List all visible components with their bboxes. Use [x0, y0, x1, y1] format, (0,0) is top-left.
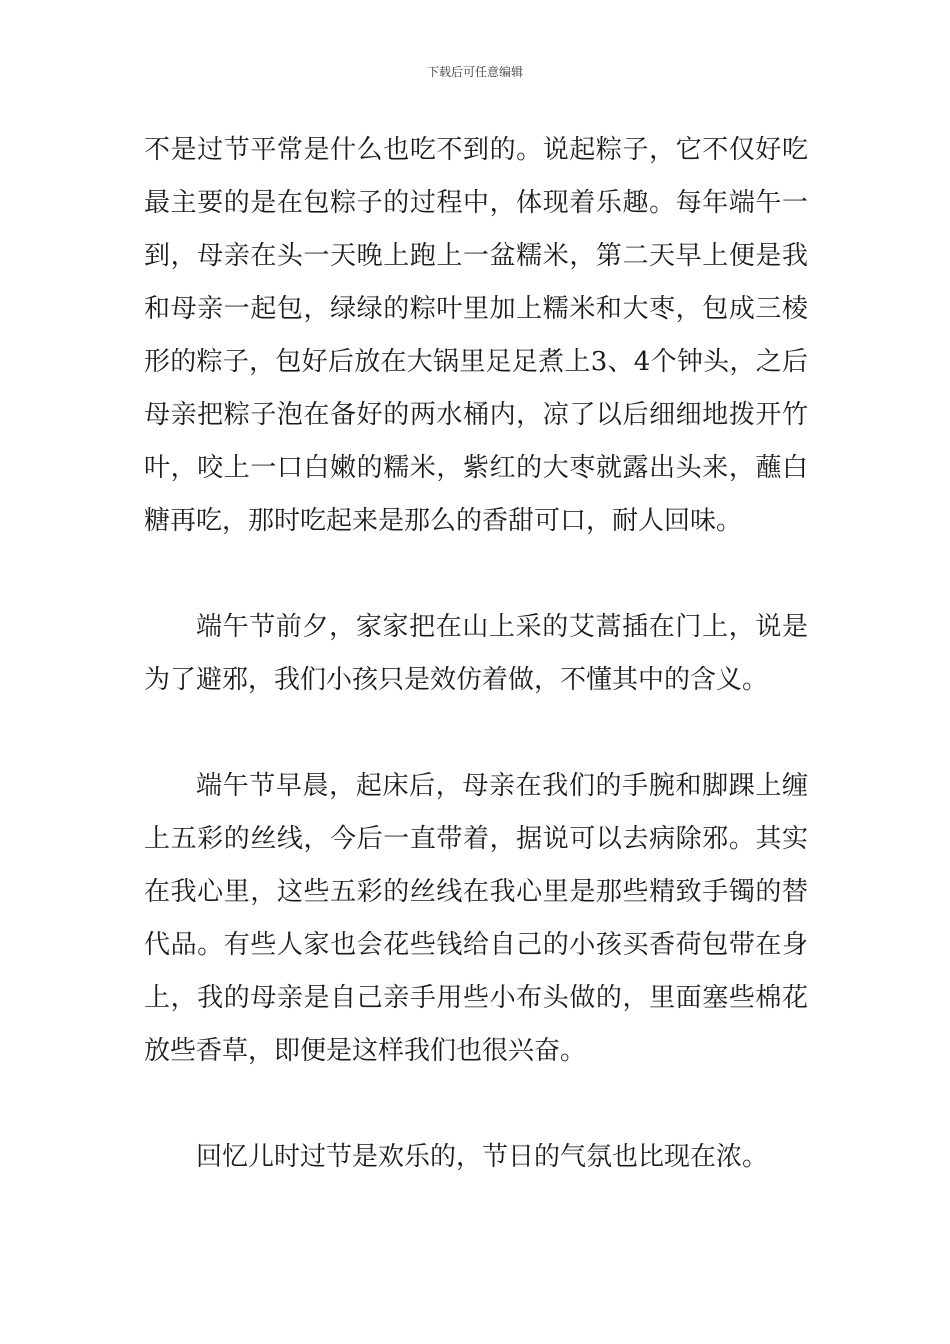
page-header: 下载后可任意编辑 [426, 65, 523, 79]
paragraph-1: 不是过节平常是什么也吃不到的。说起粽子，它不仅好吃最主要的是在包粽子的过程中，体现着乐趣。每年端午一到，母亲在头一天晚上跑上一盆糯米，第二天早上便是我和母亲一起包，绿绿的粽叶里加上糯米和大枣，包成三棱形的粽子，包好后放在大锅里足足煮上3、4个钟头，之后母亲把粽子泡在备好的两水桶内，凉了以后细细地拨开竹叶，咬上一口白嫩的糯米，紫红的大枣就露出头来，蘸白糖再吃，那时吃起来是那么的香甜可口，耐人回味。 [144, 135, 808, 536]
paragraph-2: 端午节前夕，家家把在山上采的艾蒿插在门上，说是为了避邪，我们小孩只是效仿着做，不懂其中的含义。 [144, 612, 808, 695]
paragraph-3: 端午节早晨，起床后，母亲在我们的手腕和脚踝上缠上五彩的丝线，今后一直带着，据说可以去病除邪。其实在我心里，这些五彩的丝线在我心里是那些精致手镯的替代品。有些人家也会花些钱给自己的小孩买香荷包带在身上，我的母亲是自己亲手用些小布头做的，里面塞些棉花放些香草，即便是这样我们也很兴奋。 [144, 771, 808, 1066]
document-body [144, 124, 808, 1184]
paragraph-4: 回忆儿时过节是欢乐的，节日的气氛也比现在浓。 [196, 1142, 769, 1172]
